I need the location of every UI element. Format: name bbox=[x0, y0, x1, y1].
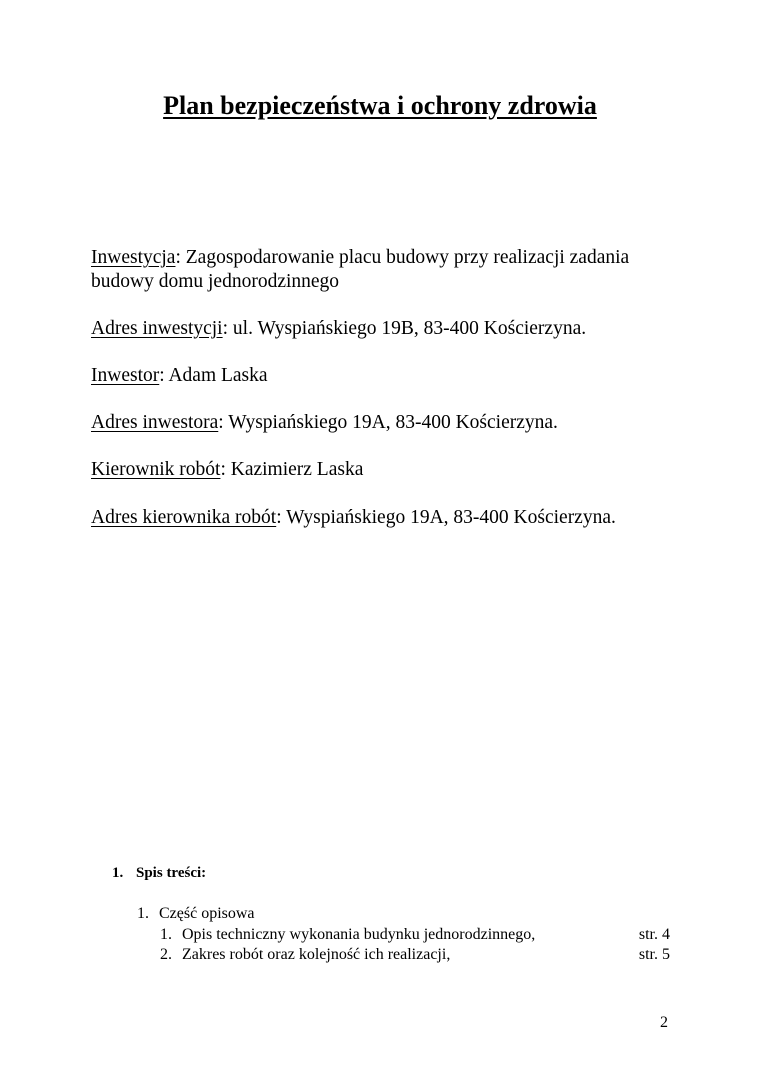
field-value: Adam Laska bbox=[168, 365, 268, 386]
toc-item-number: 1. bbox=[160, 926, 172, 943]
field-separator: : bbox=[159, 365, 169, 386]
toc-heading-number: 1. bbox=[112, 865, 124, 881]
document-title: Plan bezpieczeństwa i ochrony zdrowia bbox=[163, 91, 597, 120]
field-separator: : bbox=[220, 459, 231, 480]
field-value: ul. Wyspiańskiego 19B, 83-400 Kościerzyna. bbox=[232, 318, 587, 339]
field-inwestor bbox=[91, 364, 691, 388]
field-label: Adres inwestycji bbox=[91, 318, 223, 339]
field-label: Inwestycja bbox=[91, 247, 176, 268]
toc-item-page: str. 4 bbox=[638, 926, 670, 943]
field-value: Wyspiańskiego 19A, 83-400 Kościerzyna. bbox=[228, 412, 558, 433]
field-inwestycja bbox=[91, 246, 691, 294]
toc-item-number: 2. bbox=[160, 946, 172, 963]
toc-section bbox=[137, 904, 255, 924]
toc-heading bbox=[112, 863, 206, 883]
field-label: Kierownik robót bbox=[91, 459, 221, 480]
field-adres-kierownika-robot bbox=[91, 506, 691, 530]
page-number: 2 bbox=[660, 1014, 668, 1031]
field-value: Wyspiańskiego 19A, 83-400 Kościerzyna. bbox=[286, 507, 616, 528]
field-label: Adres kierownika robót bbox=[91, 507, 277, 528]
field-separator: : bbox=[218, 412, 229, 433]
toc-item-page: str. 5 bbox=[638, 946, 670, 963]
toc-section-title: Część opisowa bbox=[159, 905, 255, 922]
field-label: Inwestor bbox=[91, 365, 160, 386]
toc-section-number: 1. bbox=[137, 905, 149, 922]
field-separator: : bbox=[276, 507, 287, 528]
field-adres-inwestora bbox=[91, 411, 691, 435]
field-value: Kazimierz Laska bbox=[230, 459, 364, 480]
field-value-continued: budowy domu jednorodzinnego bbox=[91, 271, 340, 292]
field-adres-inwestycji bbox=[91, 317, 691, 341]
field-label: Adres inwestora bbox=[91, 412, 219, 433]
field-value: Zagospodarowanie placu budowy przy realizacji zadania bbox=[185, 247, 630, 268]
toc-item bbox=[160, 925, 670, 945]
field-separator: : bbox=[222, 318, 233, 339]
toc-item bbox=[160, 945, 670, 965]
toc-item-text: Zakres robót oraz kolejność ich realizacji, bbox=[182, 946, 451, 963]
field-kierownik-robot bbox=[91, 458, 691, 482]
field-separator: : bbox=[175, 247, 186, 268]
toc-item-text: Opis techniczny wykonania budynku jednorodzinnego, bbox=[182, 926, 536, 943]
toc-heading-text: Spis treści: bbox=[136, 865, 207, 881]
